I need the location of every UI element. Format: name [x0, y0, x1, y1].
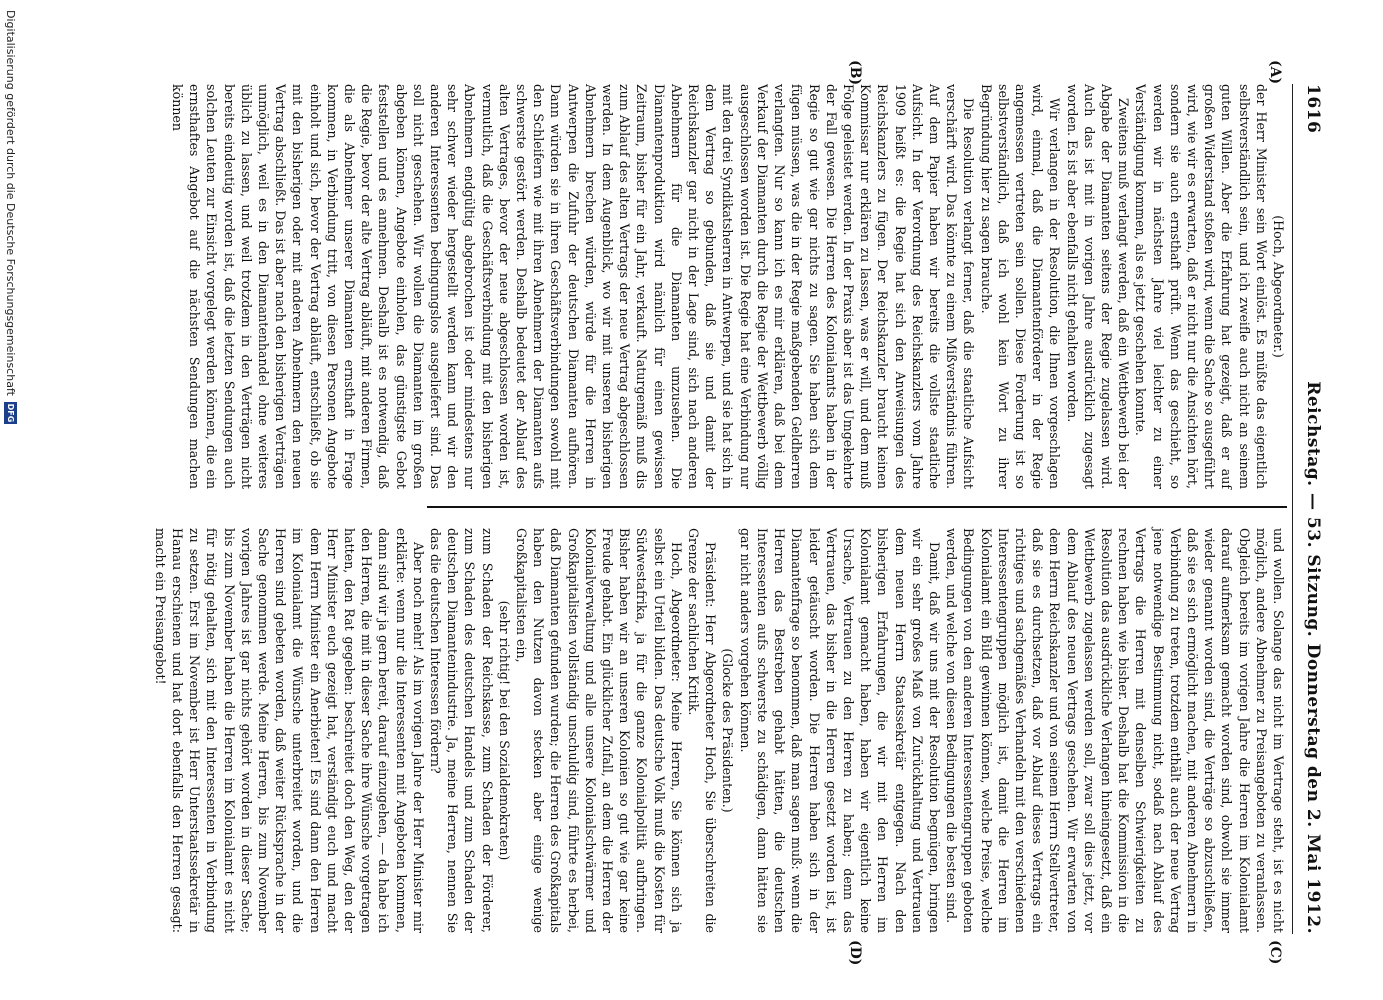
left-paragraph-4: Die Resolution verlangt ferner, daß die staatliche Aufsicht verschärft wird. Das könnte zu einem Mißverständnis führen. Auf dem Papier haben wir bereits die vollste staatliche Aufsicht. In der Verordnung des Reichskanzlers vom Jahre 1909 heißt es: die Regie hat sich den Anweisungen des Reichskanzlers zu fügen. Der Reichskanzler braucht keinen Kommissar nur erklären zu lassen, was er will, und dem muß Folge geleistet werden. In der Praxis aber ist das Umgekehrte der Fall gewesen. Die Herren des Kolonialamts haben in der Regie so gut wie gar nichts zu sagen. Sie haben sich dem fügen müssen, was die in der Regie maßgebenden Geldherren verlangten. Nur so kann ich es mir erklären, daß bei dem Verkauf der Diamanten durch die Regie der Wettbewerb völlig ausgeschlossen worden ist. Die Regie hat eine Verbindung nur mit den drei Syndikatsherren in Antwerpen, und sie hat sich in dem Vertrag so gebunden, daß sie und damit der Reichskanzler gar nicht in der Lage sind, sich nach anderen Abnehmern für die Diamanten umzusehen. Die Diamantenproduktion wird nämlich für einen gewissen Zeitraum, bisher für ein Jahr, verkauft. Naturgemäß muß dis zum Ablauf des alten Vertrags der neue Vertrag abgeschlossen werden. In dem Augenblick, wo wir mit unseren bisherigen Abnehmern brechen würden, würde für die Herren in Antwerpen die Zufuhr der deutschen Diamanten aufhören. Dann würden sie in ihren Geschäftsverbindungen sowohl mit den Schleifern wie mit ihren Abnehmern der Diamanten aufs schwerste gestört werden. Deshalb bedeutet der Ablauf des alten Vertrages, bevor der neue abgeschlossen worden ist, vermutlich, daß die Geschäftsverbindung mit den bisherigen Abnehmern endgültig abgebrochen ist oder mindestens nur sehr schwer wieder hergestellt werden kann und wir den anderen Interessenten bedingungslos ausgeliefert sind. Das soll nicht geschehen. Wir wollen die Diamanten im großen abgeben können, Angebote einholen, das günstigste Gebot feststellen und es annehmen. Deshalb ist es notwendig, daß die Regie, bevor der alte Vertrag abläuft, mit anderen Firmen, die als Abnehmer unserer Diamanten ernsthaft in Frage kommen, in Verbindung tritt, von diesen Personen Angebote einholt und sich, bevor der Vertrag abläuft, entschließt, ob sie mit den bisherigen oder mit anderen Abnehmern den neuen Vertrag abschließt. Das ist aber nach den bisherigen Verträgen unmöglich, weil es in den Diamantenhandel ohne weiteres üblich zu lassen, und weil trotzdem in den Verträgen nicht bereits eindeutig worden ist, daß die letzten Sendungen auch solchen Leuten zur Einsicht vorgelegt werden können, die ein ernsthaftes Angebot auf die nächsten Sendungen machen können	[170, 84, 977, 489]
credit-text: Digitalisierung gefördert durch die Deutsche Forschungsgemeinschaft	[4, 10, 18, 396]
running-title: Reichstag. — 53. Sitzung. Donnerstag den 2. Mai 1912.	[1303, 381, 1323, 934]
margin-marker-a: (A)	[1267, 60, 1283, 85]
left-paragraph-1: der Herr Minister sein Wort einlöst. Es müßte das eigentlich selbstverständlich sein, und ich zweifle auch nicht an seinem guten Willen. Aber die Erfahrung hat gezeigt, daß er auf großen Widerstand stoßen wird, wenn die Sache so ausgeführt wird, wie wir es erwarten, daß er nicht nur die Ansichten hört, sondern sie auch ernsthaft prüft. Wenn das geschieht, so werden wir in nächsten Jahre viel leichter zu einer Verständigung kommen, als es jetzt geschehen konnte.	[1133, 84, 1269, 489]
left-column	[170, 84, 1287, 489]
header-rule	[1292, 84, 1293, 934]
right-paragraph-8: Aber noch mehr! Als im vorigen Jahre der Herr Minister mir erklärte: wenn nur die Interessenten mit Angeboten kommen, dann sind wir ja gern bereit, darauf einzugehen, — da habe ich den Herren, die mit in dieser Sache ihre Wünsche vorgetragen hatten, den Rat gegeben: beschreitet doch den Weg, den der Herr Minister euch gezeigt hat, verständigt euch und macht dem Herrn Minister ein Anerbieten! Es sind dann den Herren im Kolonialamt die Wünsche unterbreitet worden, und die Herren sind gebeten worden, daß weiter Rücksprache in der Sache genommen werde. Meine Herren, bis zum November vorigen Jahres ist gar nichts gehört worden in dieser Sache; bis zum November haben die Herren im Kolonialamt es nicht für nötig gehalten, sich mit den Interessenten in Verbindung zu setzen. Erst im November ist Herr Unterstaatssekretär in Hanau erschienen und hat dort ebenfalls den Herren gesagt: macht ein Preisangebot!	[152, 528, 426, 933]
page-number: 1616	[1303, 84, 1323, 134]
right-paragraph-1: und wollen. Solange das nicht im Vertrage steht, ist es nicht möglich, andere Abnehmer zu Preisangeboten zu veranlassen. Obgleich bereits im vorigen Jahre die Herren im Kolonialamt darauf aufmerksam gemacht worden sind, obwohl sie immer wieder genannt worden sind, die Verträge so abzuschließen, daß sie es sich ermöglicht machen, mit anderen Abnehmern in Verbindung zu treten, trotzdem enthält auch der neue Vertrag jene notwendige Bestimmung nicht, sodaß nach Ablauf des Vertrags die Herren mit denselben Schwierigkeiten zu rechnen haben wie bisher. Deshalb hat die Kommission in die Resolution das ausdrückliche Verlangen hineingesetzt, daß ein Wettbewerb zugelassen werden soll, zwar soll dies jetzt, vor dem Ablauf des neuen Vertrags geschehen. Wir erwarten von dem Herrn Reichskanzler und von seinem Herrn Stellvertreter, daß sie es durchsetzen, daß vor Ablauf dieses Vertrags ein richtiges und sachgemäßes Verhandeln mit den verschiedenen Interessentengruppen möglich ist, damit die Herren im Kolonialamt ein Bild gewinnen können, welche Preise, welche Bedingungen von den anderen Interessentengruppen geboten werden, und welche von diesen Bedingungen die besten sind.	[944, 528, 1286, 933]
right-column	[152, 528, 1287, 933]
stage-direction-bell: (Glocke des Präsidenten.)	[720, 648, 736, 813]
right-paragraph-7: zum Schaden der Reichskasse, zum Schaden der Förderer, zum Schaden des deutschen Handels und zum Schaden der deutschen Diamantenindustrie. Ja, meine Herren, nennen Sie das die deutschen Interessen fördern?	[428, 528, 495, 933]
left-paragraph-2: Zweitens muß verlangt werden, daß ein Wettbewerb bei der Abgabe der Diamanten seitens der Regie zugelassen wird. Auch das ist mit in vorigen Jahre ausdrücklich zugesagt worden. Es ist aber ebenfalls nicht gehalten worden.	[1064, 84, 1132, 489]
running-header	[1295, 84, 1323, 934]
dfg-logo-icon: DFG	[6, 403, 16, 423]
digitization-credit	[2, 10, 20, 990]
speaker-label: (Hoch, Abgeordneter.)	[1271, 215, 1286, 358]
column-divider	[427, 506, 1287, 508]
right-paragraph-2: Damit, daß wir uns mit der Resolution begnügen, bringen wir ein sehr großes Maß von Zurückhaltung und Vertrauen dem neuen Herrn Staatssekretär entgegen. Nach den bisherigen Erfahrungen, die wir mit den Herren im Kolonialamt gemacht haben, haben wir eigentlich keine Ursache, Vertrauen zu den Herren zu haben; denn das Vertrauen, das bisher in die Herren gesetzt worden ist, ist leider getäuscht worden. Die Herren haben sich in der Diamantenfrage so benommen, daß man sagen muß: wenn die Herren das Bestreben gehabt hätten, die deutschen Interessenten aufs schwerste zu schädigen, dann hätten sie gar nicht anders vorgehen können.	[737, 528, 942, 933]
president-remark: Präsident: Herr Abgeordneter Hoch, Sie überschreiten die Grenze der sachlichen Kritik.	[686, 528, 719, 933]
stage-direction-applause: (sehr richtig! bei den Sozialdemokraten)	[496, 600, 512, 861]
margin-marker-d: (D)	[847, 940, 863, 966]
left-paragraph-3: Wir verlangen in der Resolution, die Ihnen vorgeschlagen wird, einmal, daß die Diamantenförderer in der Regie angemessen vertreten sein sollen. Diese Forderung ist so selbstverständlich, daß ich wohl kein Wort zu ihrer Begründung hier zu sagen brauche.	[978, 84, 1063, 489]
right-paragraph-5: Hoch, Abgeordneter: Meine Herren, Sie können sich ja selbst ein Urteil bilden. Das deutsche Volk muß die Kosten für Südwestafrika, ja für die ganze Kolonialpolitik aufbringen. Bisher haben wir an unseren Kolonien so gut wie gar keine Freude gehabt. Ein glücklicher Zufall, an dem die Herren der Kolonialverwaltung und alle unsere Kolonialschwärmer und Großkapitalisten vollständig unschuldig sind, führte es herbei, daß Diamanten gefunden wurden; die Herren des Großkapitals haben den Nutzen davon stecken aber einige wenige Großkapitalisten ein,	[514, 528, 684, 933]
margin-marker-b: (B)	[847, 60, 863, 86]
margin-marker-c: (C)	[1267, 940, 1283, 965]
